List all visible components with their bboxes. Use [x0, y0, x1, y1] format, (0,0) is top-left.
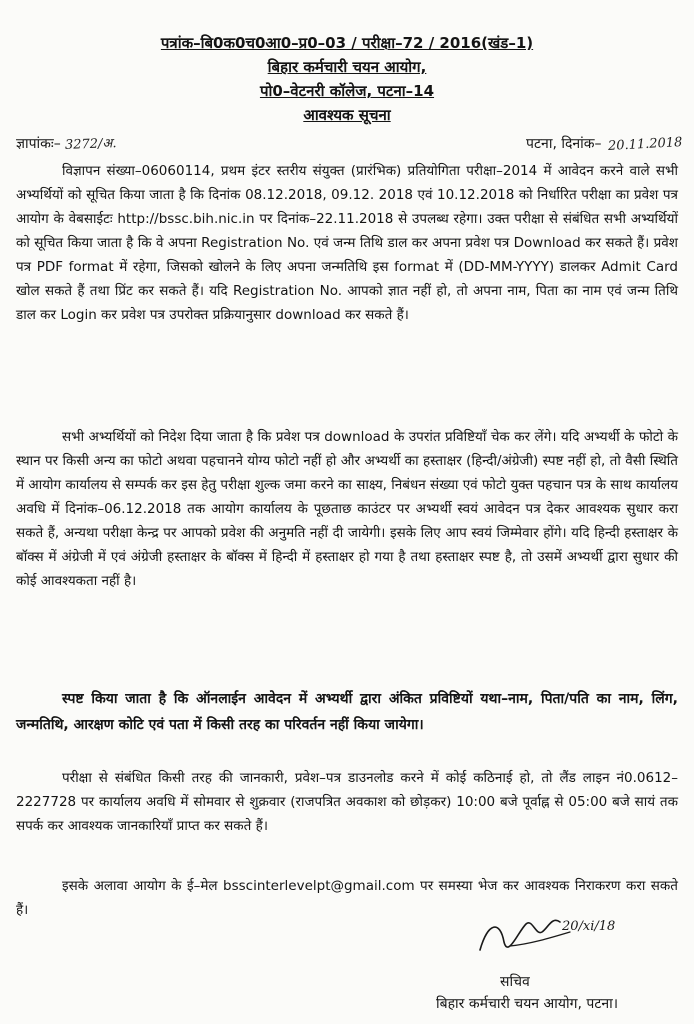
- paragraph-no-change-notice: स्पष्ट किया जाता है कि ऑनलाईन आवेदन में अभ्यर्थी द्वारा अंकित प्रविष्टियों यथा–नाम, पिता/पति का नाम, लिंग, जन्मतिथि, आरक्षण कोटि एवं पता में किसी तरह का परिवर्तन नहीं किया जायेगा।: [16, 691, 678, 733]
- paragraph-email-info: इसके अलावा आयोग के ई–मेल bsscinterlevelpt@gmail.com पर समस्या भेज कर आवश्यक निराकरण करा सकते हैं।: [16, 878, 678, 918]
- memo-row: [16, 133, 682, 155]
- signature-block: [470, 902, 670, 962]
- paragraph-correction-instructions: सभी अभ्यर्थियों को निदेश दिया जाता है कि प्रवेश पत्र download के उपरांत प्रविष्टियाँ चेक कर लेंगे। यदि अभ्यर्थी के फोटो के स्थान पर किसी अन्य का फोटो अथवा पहचानने योग्य फोटो नहीं हो और अभ्यर्थी का हस्ताक्षर (हिन्दी/अंग्रेजी) स्पष्ट नहीं हो, तो वैसी स्थिति में आयोग कार्यालय से सम्पर्क कर इस हेतु परीक्षा शुल्क जमा करने का साक्ष्य, निबंधन संख्या एवं फोटो युक्त पहचान पत्र के साथ कार्यालय अवधि में दिनांक–06.12.2018 तक आयोग कार्यालय के पूछताछ काउंटर पर अभ्यर्थी स्वयं आवेदन पत्र देकर आवश्यक सुधार करा सकते हैं, अन्यथा परीक्षा केन्द्र पर आपको प्रवेश की अनुमति नहीं दी जायेगी। इसके लिए आप स्वयं जिम्मेवार होंगे। यदि हिन्दी हस्ताक्षर के बॉक्स में अंग्रेजी में एवं अंग्रेजी हस्ताक्षर के बॉक्स में हिन्दी में हस्ताक्षर हो गया है तथा हस्ताक्षर स्पष्ट है, तो उसमें अभ्यर्थी द्वारा सुधार की कोई आवश्यकता नहीं है।: [16, 429, 678, 589]
- paragraph-admit-card-info: विज्ञापन संख्या–06060114, प्रथम इंटर स्तरीय संयुक्त (प्रारंभिक) प्रतियोगिता परीक्षा–2014 में आवेदन करने वाले सभी अभ्यर्थियों को सूचित किया जाता है कि दिनांक 08.12.2018, 09.12. 2018 एवं 10.12.2018 को निर्धारित परीक्षा का प्रवेश पत्र आयोग के वेबसाईटः http://bssc.bih.nic.in पर दिनांक–22.11.2018 से उपलब्ध रहेगा। उक्त परीक्षा से संबंधित सभी अभ्यर्थियों को सूचित किया जाता है कि वे अपना Registration No. एवं जन्म तिथि डाल कर अपना प्रवेश पत्र Download कर सकते हैं। प्रवेश पत्र PDF format में रहेगा, जिसको खोलने के लिए अपना जन्मतिथि इस format में (DD-MM-YYYY) डालकर Admit Card खोल सकते हैं तथा प्रिंट कर सकते हैं। यदि Registration No. आपको ज्ञात नहीं हो, तो अपना नाम, पिता का नाम एवं जन्म तिथि डाल कर Login कर प्रवेश पत्र उपरोक्त प्रक्रियानुसार download कर सकते हैं।: [16, 163, 678, 323]
- memo-number-handwritten: 3272/अ.: [64, 136, 117, 153]
- organisation-name: बिहार कर्मचारी चयन आयोग,: [267, 58, 427, 76]
- paragraph-contact-info: परीक्षा से संबंधित किसी तरह की जानकारी, प्रवेश–पत्र डाउनलोड करने में कोई कठिनाई हो, तो लैंड लाइन नं0.0612–2227728 पर कार्यालय अवधि में सोमवार से शुक्रवार (राजपत्रित अवकाश को छोड़कर) 10:00 बजे पूर्वाह्न से 05:00 बजे सायं तक सपर्क कर आवश्यक जानकारियाँ प्राप्त कर सकते हैं।: [16, 770, 678, 834]
- reference-line: पत्रांक–बि0क0च0आ0–प्र0–03 / परीक्षा–72 / 2016(खंड–1): [160, 34, 534, 52]
- notice-title: आवश्यक सूचना: [303, 106, 391, 124]
- signatory-designation: सचिव: [500, 974, 530, 990]
- place-date: [526, 133, 682, 156]
- date-handwritten: 20.11.2018: [607, 135, 683, 154]
- organisation-address: पो0–वेटनरी कॉलेज, पटना–14: [259, 82, 435, 100]
- place-date-label: पटना, दिनांक–: [526, 136, 602, 152]
- memo-label: ज्ञापांकः–: [16, 136, 61, 152]
- memo-number: [16, 133, 116, 156]
- signatory-organisation: बिहार कर्मचारी चयन आयोग, पटना।: [436, 996, 619, 1012]
- signature-scribble: [470, 902, 620, 962]
- signature-initials-date: 20/xi/18: [562, 919, 616, 934]
